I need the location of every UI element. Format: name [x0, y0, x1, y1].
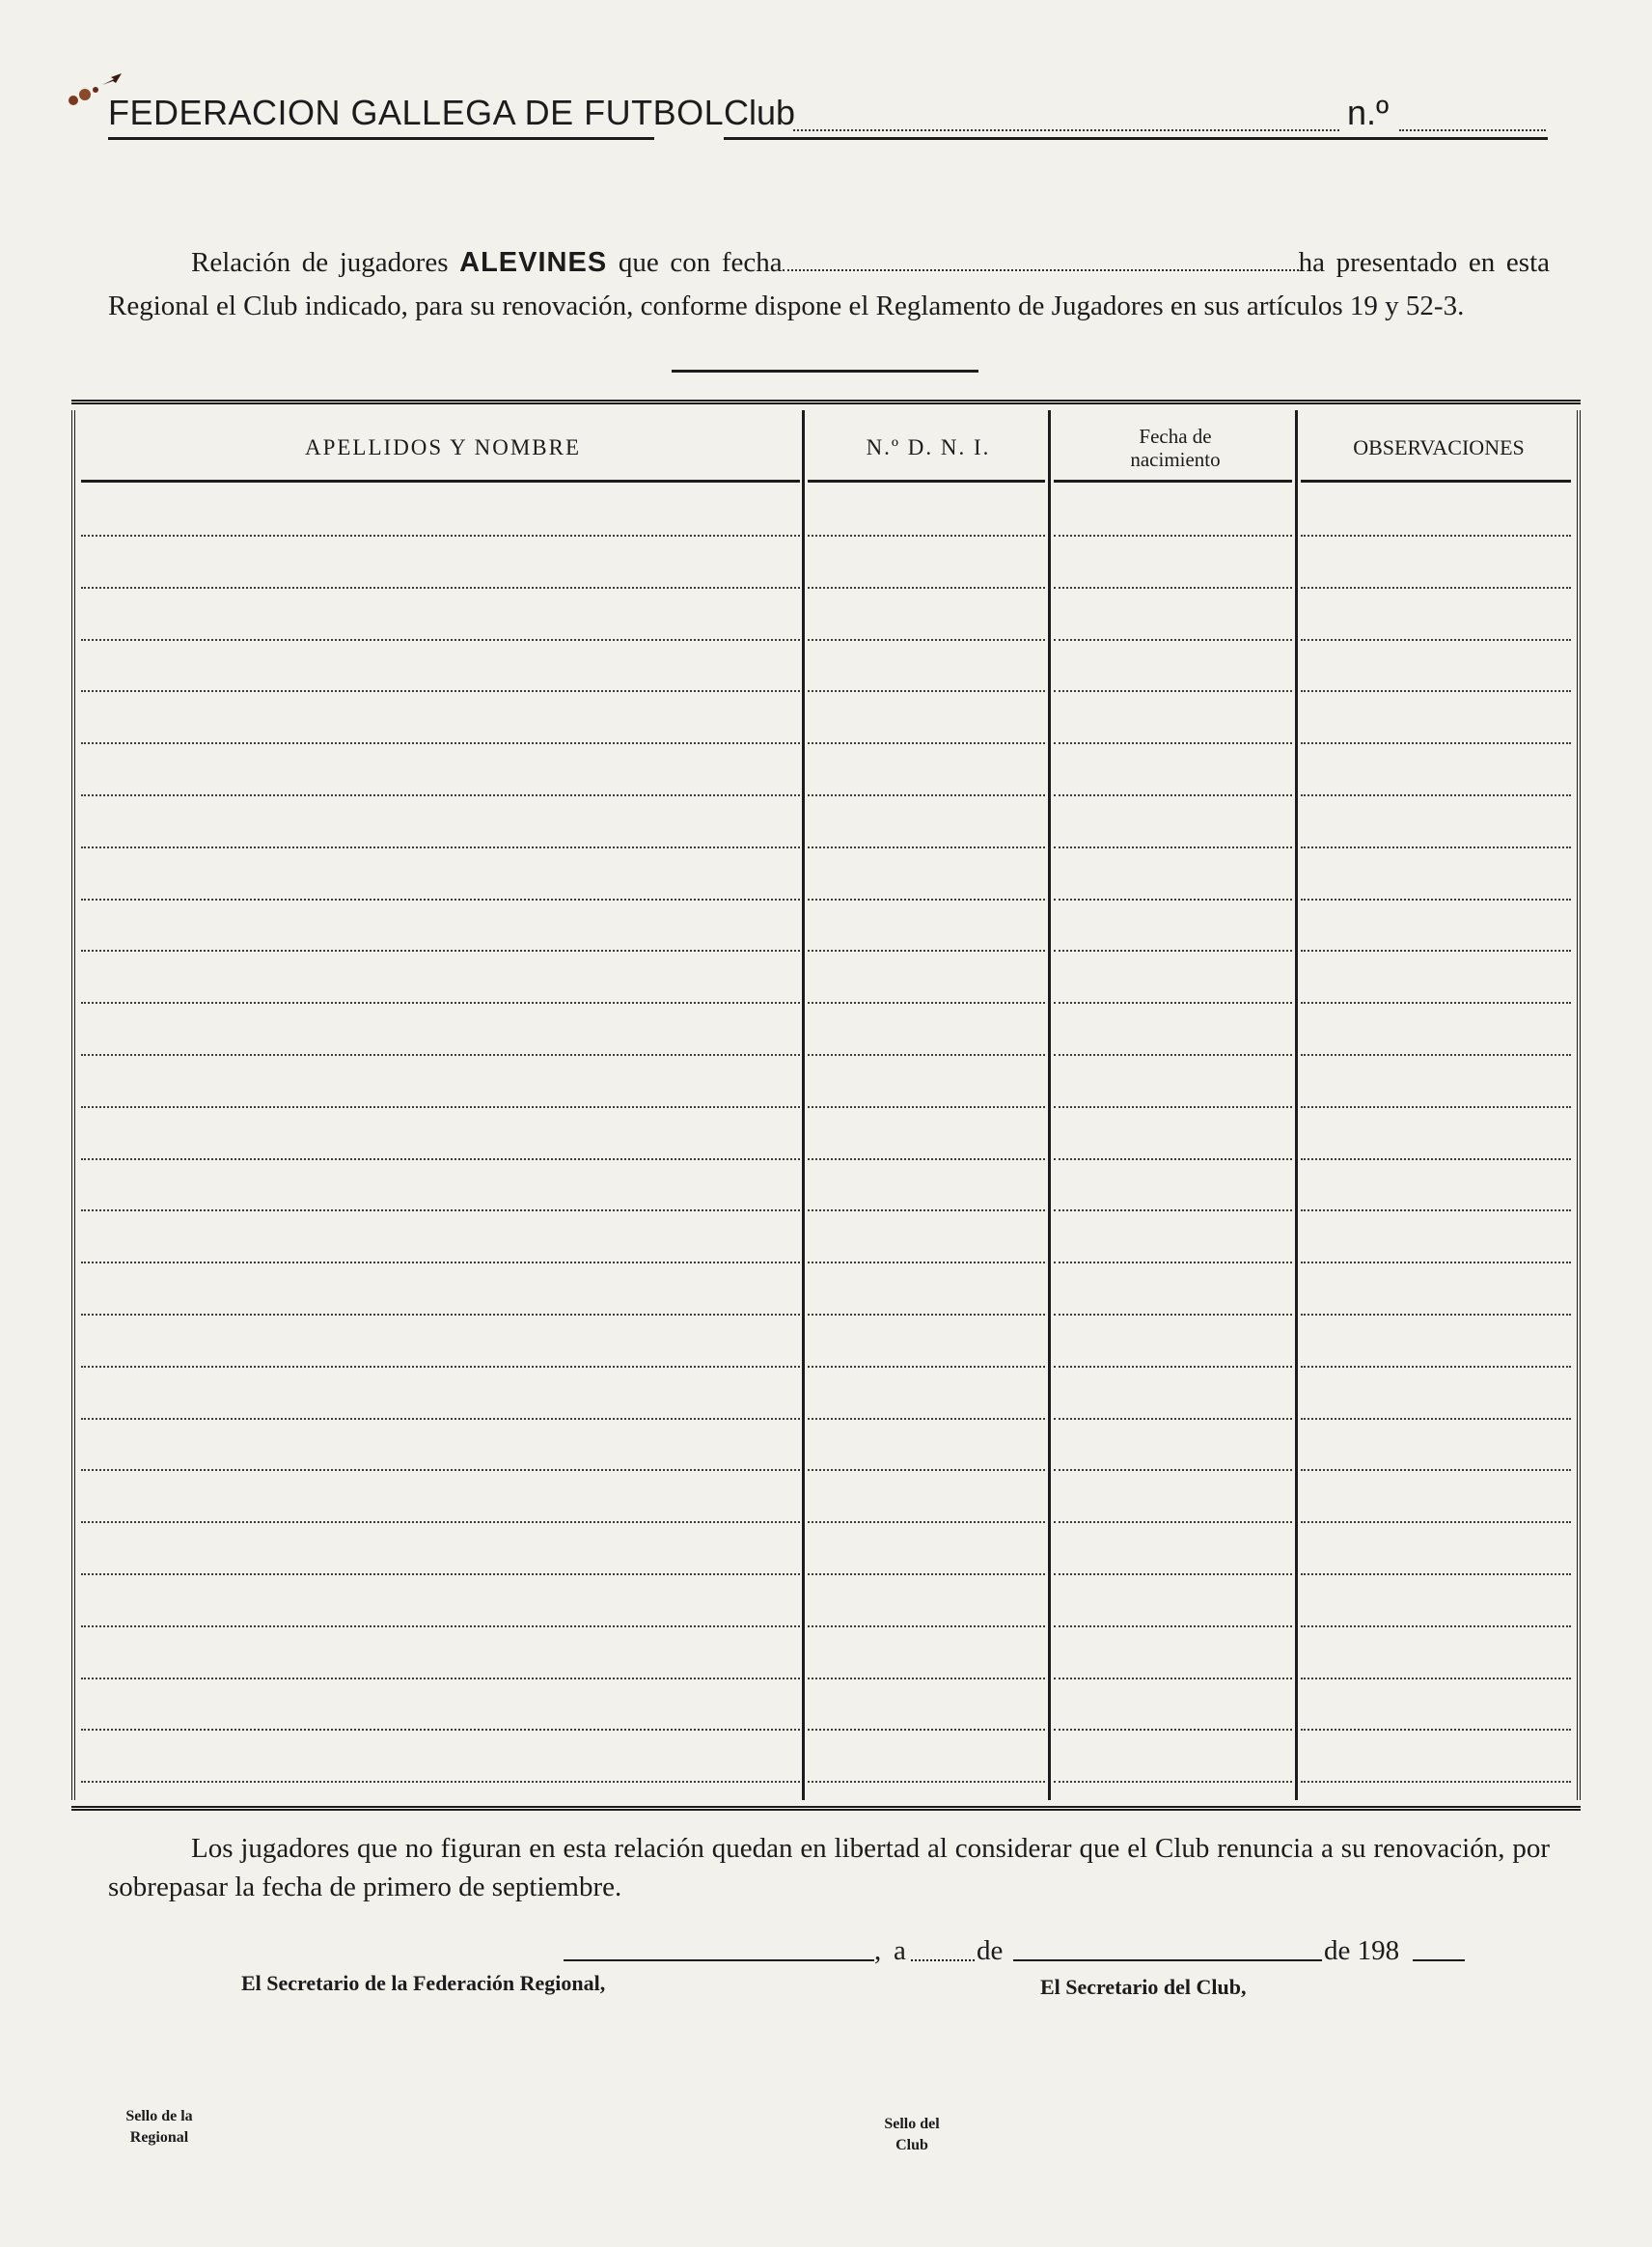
table-row[interactable] — [1054, 1573, 1292, 1575]
club-header-line — [724, 93, 1548, 140]
table-row[interactable] — [1301, 1314, 1571, 1316]
table-row[interactable] — [81, 1418, 800, 1420]
header-rule — [81, 480, 800, 483]
table-row[interactable] — [1301, 1521, 1571, 1523]
club-stamp-line2: Club — [895, 2137, 928, 2153]
table-row[interactable] — [81, 1366, 800, 1368]
table-row[interactable] — [1054, 1781, 1292, 1783]
header-rule — [1054, 480, 1292, 483]
column-divider — [1048, 410, 1051, 1800]
table-row[interactable] — [1301, 639, 1571, 641]
table-row[interactable] — [1054, 1729, 1292, 1731]
table-row[interactable] — [808, 639, 1045, 641]
table-row[interactable] — [81, 1573, 800, 1575]
table-row[interactable] — [1054, 1209, 1292, 1211]
table-row[interactable] — [81, 1729, 800, 1731]
table-row[interactable] — [81, 1262, 800, 1263]
table-row[interactable] — [808, 1573, 1045, 1575]
table-row[interactable] — [1054, 1521, 1292, 1523]
federation-name: FEDERACION GALLEGA DE FUTBOL — [108, 93, 654, 140]
table-row[interactable] — [1054, 1625, 1292, 1627]
table-row[interactable] — [1054, 1002, 1292, 1004]
table-row[interactable] — [808, 1729, 1045, 1731]
table-row[interactable] — [1301, 690, 1571, 692]
club-label: Club — [724, 93, 796, 132]
table-row[interactable] — [81, 1106, 800, 1108]
table-row[interactable] — [81, 587, 800, 589]
table-row[interactable] — [1301, 794, 1571, 796]
table-row[interactable] — [81, 742, 800, 744]
table-row[interactable] — [81, 1521, 800, 1523]
table-row[interactable] — [1054, 950, 1292, 952]
federation-secretary-label: El Secretario de la Federación Regional, — [241, 1971, 606, 1995]
table-row[interactable] — [808, 1781, 1045, 1783]
number-label: n.º — [1347, 93, 1390, 132]
table-row[interactable] — [808, 794, 1045, 796]
table-row[interactable] — [1054, 1469, 1292, 1471]
intro-mid: que con fecha — [618, 247, 783, 278]
table-row[interactable] — [1301, 535, 1571, 537]
table-row[interactable] — [808, 1521, 1045, 1523]
regional-stamp-label — [96, 2106, 222, 2149]
table-row[interactable] — [808, 1002, 1045, 1004]
place-field[interactable] — [564, 1959, 874, 1961]
table-row[interactable] — [81, 1678, 800, 1679]
table-row[interactable] — [1301, 1106, 1571, 1108]
col-header-dni: N.º D. N. I. — [866, 435, 991, 459]
table-row[interactable] — [808, 535, 1045, 537]
col-header-name: APELLIDOS Y NOMBRE — [304, 435, 582, 459]
column-divider — [1295, 410, 1298, 1800]
table-row[interactable] — [1054, 535, 1292, 537]
table-row[interactable] — [808, 950, 1045, 952]
table-row[interactable] — [1301, 1366, 1571, 1368]
table-row[interactable] — [81, 1002, 800, 1004]
table-row[interactable] — [1054, 794, 1292, 796]
table-row[interactable] — [1054, 846, 1292, 848]
table-row[interactable] — [81, 639, 800, 641]
table-row[interactable] — [1054, 1158, 1292, 1160]
col-header-observations: OBSERVACIONES — [1353, 435, 1525, 459]
table-row[interactable] — [808, 587, 1045, 589]
table-row[interactable] — [81, 535, 800, 537]
column-divider — [802, 410, 805, 1800]
table-row[interactable] — [1054, 899, 1292, 901]
club-stamp-line1: Sello del — [884, 2116, 940, 2132]
table-row[interactable] — [1301, 1158, 1571, 1160]
table-row[interactable] — [1301, 1418, 1571, 1420]
header-rule — [808, 480, 1045, 483]
table-row[interactable] — [1054, 1106, 1292, 1108]
table-row[interactable] — [1301, 1781, 1571, 1783]
regional-stamp-line1: Sello de la — [125, 2108, 193, 2124]
table-row[interactable] — [81, 950, 800, 952]
table-row[interactable] — [1301, 1209, 1571, 1211]
table-row[interactable] — [1301, 1729, 1571, 1731]
club-stamp-label — [849, 2114, 975, 2156]
table-row[interactable] — [808, 1625, 1045, 1627]
table-row[interactable] — [1054, 1054, 1292, 1056]
footer-note — [108, 1829, 1550, 1906]
table-row[interactable] — [81, 1054, 800, 1056]
table-row[interactable] — [1301, 1054, 1571, 1056]
table-row[interactable] — [1054, 1418, 1292, 1420]
table-row[interactable] — [808, 1469, 1045, 1471]
club-secretary-label: El Secretario del Club, — [1040, 1975, 1247, 1999]
category-label: ALEVINES — [459, 247, 608, 278]
table-row[interactable] — [81, 1781, 800, 1783]
year-field[interactable] — [1413, 1959, 1465, 1961]
table-row[interactable] — [81, 1469, 800, 1471]
table-row[interactable] — [808, 742, 1045, 744]
table-row[interactable] — [81, 1209, 800, 1211]
table-row[interactable] — [81, 1625, 800, 1627]
table-row[interactable] — [808, 1054, 1045, 1056]
intro-paragraph — [108, 241, 1550, 328]
table-row[interactable] — [81, 846, 800, 848]
table-row[interactable] — [81, 690, 800, 692]
table-row[interactable] — [808, 1106, 1045, 1108]
table-row[interactable] — [1301, 1262, 1571, 1263]
number-field[interactable] — [1399, 129, 1546, 131]
table-row[interactable] — [1054, 1678, 1292, 1679]
table-row[interactable] — [1301, 846, 1571, 848]
table-row[interactable] — [808, 899, 1045, 901]
date-comma: , — [874, 1935, 882, 1966]
table-row[interactable] — [1054, 639, 1292, 641]
table-row[interactable] — [1301, 1002, 1571, 1004]
table-row[interactable] — [1301, 1573, 1571, 1575]
header-rule — [1301, 480, 1571, 483]
table-row[interactable] — [1054, 587, 1292, 589]
separator-rule — [672, 370, 978, 373]
table-row[interactable] — [1301, 1625, 1571, 1627]
footer-note-text: Los jugadores que no figuran en esta relación quedan en libertad al considerar que el Club renuncia a su renovación, por sobrepasar la fecha de primero de septiembre. — [108, 1833, 1550, 1902]
table-row[interactable] — [1301, 1678, 1571, 1679]
intro-end: ha presentado en esta Regional el Club indicado, para su renovación, conforme dispone el Reglamento de Jugadores en sus artículos 19 y 52-3. — [108, 247, 1551, 321]
table-row[interactable] — [1054, 1366, 1292, 1368]
table-row[interactable] — [1054, 742, 1292, 744]
table-row[interactable] — [1054, 1314, 1292, 1316]
table-row[interactable] — [808, 1209, 1045, 1211]
table-row[interactable] — [1054, 690, 1292, 692]
club-field[interactable] — [793, 129, 1339, 131]
submission-date-field[interactable] — [783, 248, 1299, 271]
table-row[interactable] — [1054, 1262, 1292, 1263]
table-row[interactable] — [808, 1314, 1045, 1316]
table-row[interactable] — [81, 899, 800, 901]
table-row[interactable] — [808, 690, 1045, 692]
table-row[interactable] — [1301, 1469, 1571, 1471]
table-row[interactable] — [81, 794, 800, 796]
date-de-label: de — [977, 1935, 1004, 1966]
table-row[interactable] — [808, 1262, 1045, 1263]
table-row[interactable] — [1301, 950, 1571, 952]
table-row[interactable] — [808, 1678, 1045, 1679]
intro-start: Relación de jugadores — [191, 247, 449, 278]
table-row[interactable] — [1301, 742, 1571, 744]
table-row[interactable] — [1301, 587, 1571, 589]
date-a-label: a — [894, 1935, 906, 1966]
day-field[interactable] — [911, 1959, 975, 1961]
regional-stamp-line2: Regional — [129, 2129, 189, 2146]
table-row[interactable] — [81, 1158, 800, 1160]
month-field[interactable] — [1013, 1959, 1322, 1961]
date-year-label: de 198 — [1324, 1935, 1400, 1966]
table-row[interactable] — [81, 1314, 800, 1316]
col-header-birthdate: Fecha de nacimiento — [1130, 425, 1221, 471]
table-row[interactable] — [808, 1366, 1045, 1368]
table-row[interactable] — [808, 846, 1045, 848]
players-table — [71, 400, 1581, 1811]
table-row[interactable] — [808, 1158, 1045, 1160]
table-row[interactable] — [1301, 899, 1571, 901]
table-row[interactable] — [808, 1418, 1045, 1420]
